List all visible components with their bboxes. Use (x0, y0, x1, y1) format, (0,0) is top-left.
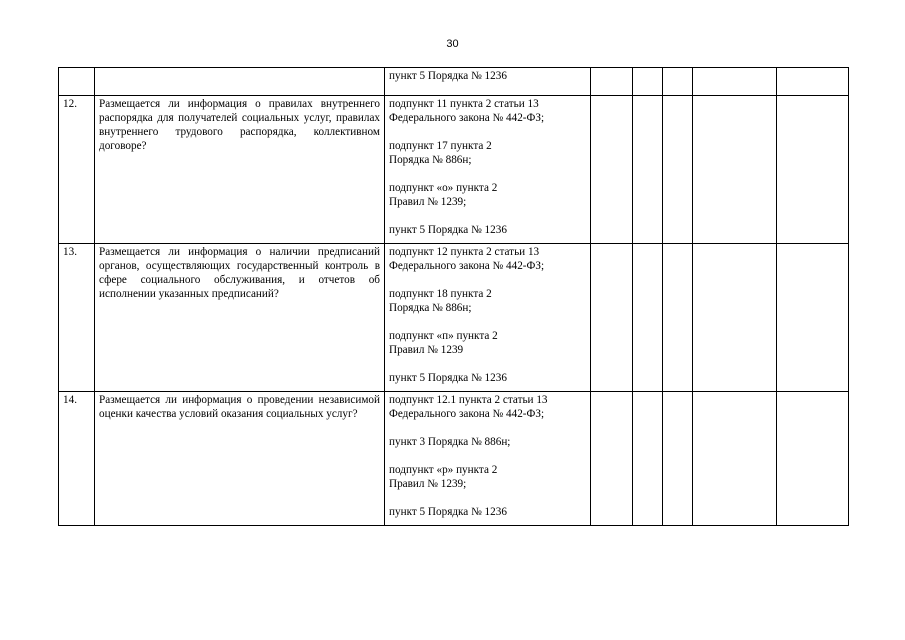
answer-cell-yes[interactable] (591, 244, 633, 392)
table-row (59, 68, 849, 96)
row-question (95, 68, 385, 96)
basis-reference-line: пункт 5 Порядка № 1236 (389, 506, 507, 518)
basis-spacer (389, 491, 586, 505)
basis-spacer (389, 167, 586, 181)
answer-cell-remark[interactable] (777, 96, 849, 244)
basis-spacer (389, 273, 586, 287)
answer-cell-note[interactable] (693, 392, 777, 526)
basis-reference-line: подпункт 12.1 пункта 2 статьи 13 (389, 394, 548, 406)
basis-reference-line: пункт 5 Порядка № 1236 (389, 70, 507, 82)
basis-reference-line: Правил № 1239; (389, 478, 467, 490)
basis-spacer (389, 315, 586, 329)
answer-cell-yes[interactable] (591, 96, 633, 244)
answer-cell-note[interactable] (693, 68, 777, 96)
answer-cell-no[interactable] (633, 392, 663, 526)
basis-reference-line: Правил № 1239; (389, 196, 467, 208)
answer-cell-remark[interactable] (777, 244, 849, 392)
row-question: Размещается ли информация о проведении независимой оценки качества условий оказания социальных услуг? (95, 392, 385, 526)
row-question: Размещается ли информация о правилах внутреннего распорядка для получателей социальных услуг, правилах внутреннего трудового распорядка, коллективном договоре? (95, 96, 385, 244)
basis-reference-line: подпункт 11 пункта 2 статьи 13 (389, 98, 539, 110)
row-number: 13. (59, 244, 95, 392)
row-number: 14. (59, 392, 95, 526)
row-legal-basis (385, 68, 591, 96)
basis-reference-line: Порядка № 886н; (389, 302, 472, 314)
answer-cell-note[interactable] (693, 244, 777, 392)
basis-spacer (389, 421, 586, 435)
basis-reference-line: подпункт «п» пункта 2 (389, 330, 498, 342)
row-legal-basis (385, 392, 591, 526)
row-number: 12. (59, 96, 95, 244)
basis-spacer (389, 125, 586, 139)
answer-cell-no[interactable] (633, 68, 663, 96)
row-number (59, 68, 95, 96)
answer-cell-yes[interactable] (591, 68, 633, 96)
answer-cell-yes[interactable] (591, 392, 633, 526)
basis-reference-line: Федерального закона № 442-ФЗ; (389, 112, 545, 124)
basis-reference-line: подпункт «р» пункта 2 (389, 464, 498, 476)
answer-cell-na[interactable] (663, 244, 693, 392)
basis-spacer (389, 449, 586, 463)
table-row (59, 96, 849, 244)
basis-reference-line: Правил № 1239 (389, 344, 464, 356)
basis-reference-line: пункт 3 Порядка № 886н; (389, 436, 511, 448)
page-number: 30 (446, 38, 459, 50)
checklist-table (58, 67, 849, 526)
basis-reference-line: подпункт 17 пункта 2 (389, 140, 492, 152)
answer-cell-remark[interactable] (777, 392, 849, 526)
row-legal-basis (385, 96, 591, 244)
answer-cell-no[interactable] (633, 96, 663, 244)
table-row (59, 244, 849, 392)
answer-cell-note[interactable] (693, 96, 777, 244)
answer-cell-remark[interactable] (777, 68, 849, 96)
row-question: Размещается ли информация о наличии предписаний органов, осуществляющих государственный контроль в сфере социального обслуживания, и отчетов об исполнении указанных предписаний? (95, 244, 385, 392)
answer-cell-na[interactable] (663, 96, 693, 244)
basis-reference-line: подпункт 18 пункта 2 (389, 288, 492, 300)
basis-reference-line: подпункт 12 пункта 2 статьи 13 (389, 246, 540, 258)
basis-reference-line: пункт 5 Порядка № 1236 (389, 224, 507, 236)
row-legal-basis (385, 244, 591, 392)
table-row (59, 392, 849, 526)
basis-reference-line: подпункт «о» пункта 2 (389, 182, 498, 194)
basis-spacer (389, 357, 586, 371)
checklist-body (59, 68, 849, 526)
basis-reference-line: Федерального закона № 442-ФЗ; (389, 260, 545, 272)
basis-reference-line: Федерального закона № 442-ФЗ; (389, 408, 545, 420)
basis-spacer (389, 209, 586, 223)
answer-cell-na[interactable] (663, 68, 693, 96)
basis-reference-line: пункт 5 Порядка № 1236 (389, 372, 507, 384)
answer-cell-na[interactable] (663, 392, 693, 526)
basis-reference-line: Порядка № 886н; (389, 154, 472, 166)
answer-cell-no[interactable] (633, 244, 663, 392)
